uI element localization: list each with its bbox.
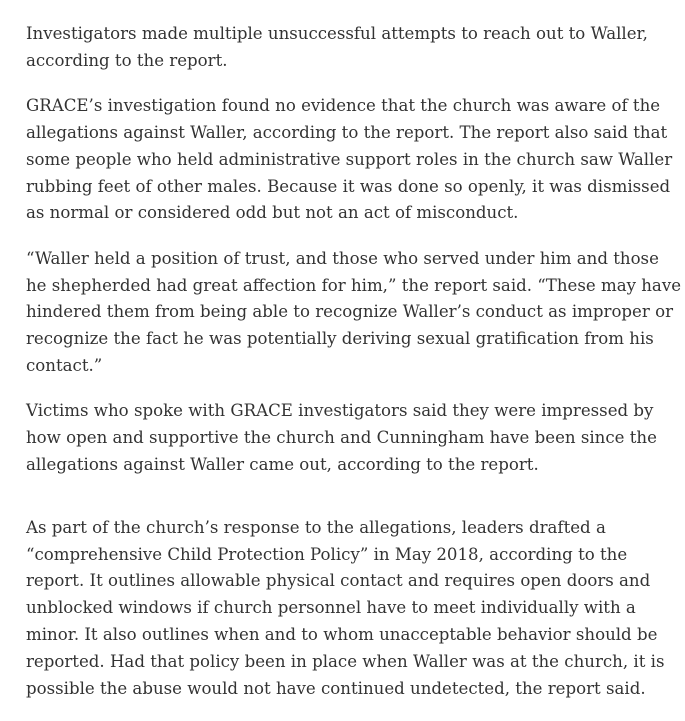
paragraph-investigators: Investigators made multiple unsuccessful attempts to reach out to Waller, according to the report. xyxy=(26,24,648,70)
paragraph-report-quote: “Waller held a position of trust, and those who served under him and those he shepherded had great affection for him,” the report said. “These may have hindered them from being able to recognize Waller’s conduct as improper or recognize the fact he was potentially deriving sexual gratification from his contact.” xyxy=(26,248,682,375)
paragraph-child-protection-policy: As part of the church’s response to the allegations, leaders drafted a “comprehensive Child Protection Policy” in May 2018, according to the report. It outlines allowable physical contact and requires open doors and unblocked windows if church personnel have to meet individually with a minor. It also outlines when and to whom unacceptable behavior should be reported. Had that policy been in place when Waller was at the church, it is possible the abuse would not have continued undetected, the report said. xyxy=(26,517,665,698)
paragraph-victims: Victims who spoke with GRACE investigators said they were impressed by how open and supportive the church and Cunningham have been since the allegations against Waller came out, according to the report. xyxy=(26,401,657,474)
paragraph-grace-investigation: GRACE’s investigation found no evidence that the church was aware of the allegations against Waller, according to the report. The report also said that some people who held administrative support roles in the church saw Waller rubbing feet of other males. Because it was done so openly, it was dismissed as normal or considered odd but not an act of misconduct. xyxy=(26,96,673,223)
article-body xyxy=(26,21,682,721)
